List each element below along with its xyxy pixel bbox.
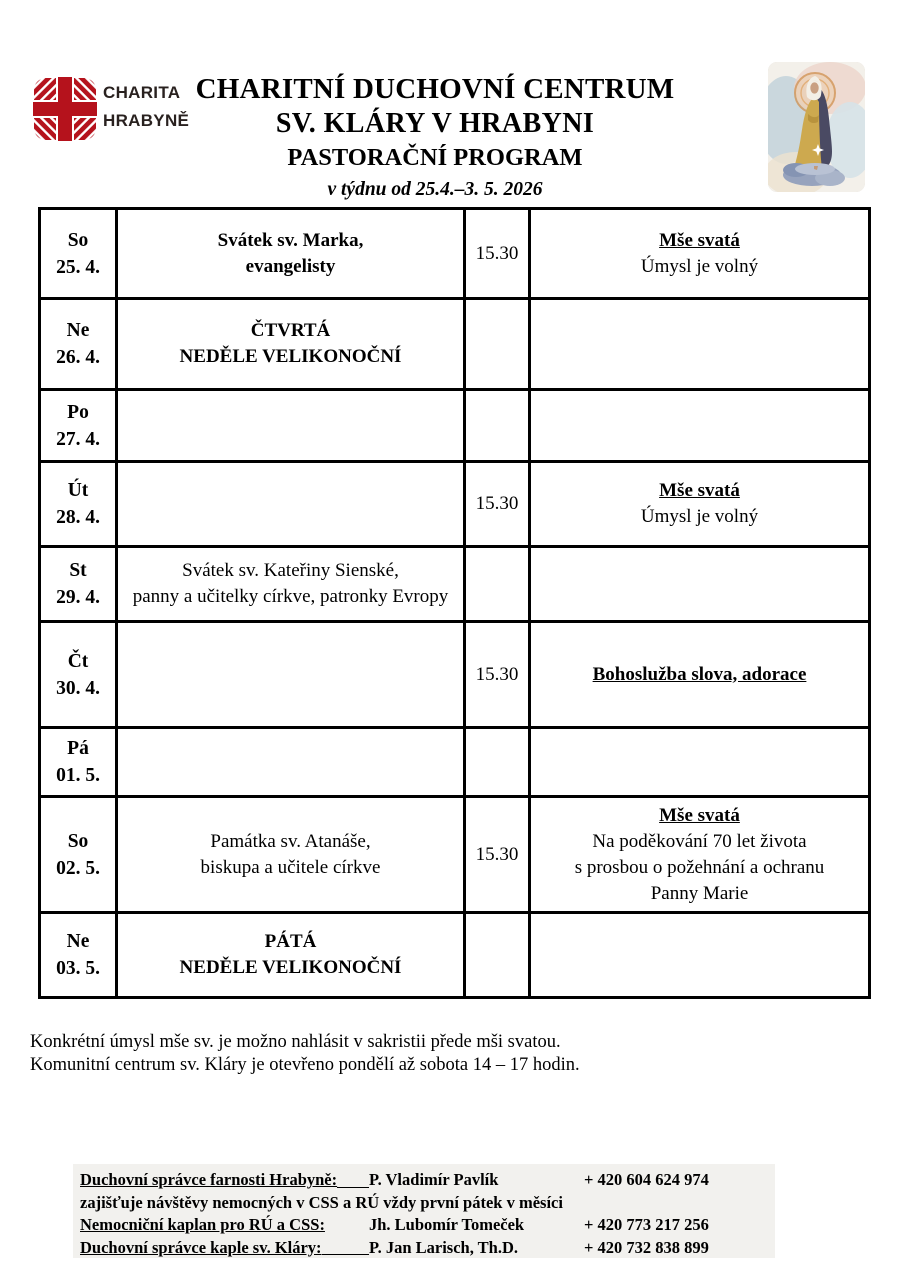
day-label: Pá [67,738,89,759]
day-label: So [67,229,89,251]
contact-name: P. Jan Larisch, Th.D. [369,1237,518,1257]
feast-cell [117,209,465,299]
service-title: Mše svatá [659,229,740,251]
feast-cell [117,797,465,913]
feast-line: ČTVRTÁ [250,320,331,341]
feast-cell [117,913,465,998]
day-label: Út [67,480,89,501]
date-label: 25. 4. [56,256,100,278]
day-cell [40,390,117,462]
feast-line: Svátek sv. Marka, [217,229,364,251]
service-line: Úmysl je volný [640,255,759,277]
title-line-3: PASTORAČNÍ PROGRAM [287,144,583,171]
time-cell: 15.30 [465,462,530,547]
feast-line: PÁTÁ [264,931,317,952]
time-cell: 15.30 [465,797,530,913]
contact-name: Jh. Lubomír Tomeček [369,1215,525,1234]
service-title: Mše svatá [659,480,740,501]
contact-row [80,1192,775,1215]
saint-clare-image [768,62,865,192]
service-cell [530,728,870,797]
time-cell [465,299,530,390]
table-row [40,797,870,913]
contact-label-wrap [80,1237,369,1260]
date-label: 28. 4. [56,507,100,528]
table-row [40,622,870,728]
page-title [150,72,720,205]
contact-phone: + 420 604 624 974 [584,1170,709,1189]
week-range: v týdnu od 25.4.–3. 5. 2026 [327,179,543,200]
contact-note: zajišťuje návštěvy nemocných v CSS a RÚ vždy první pátek v měsíci [80,1192,563,1212]
date-label: 01. 5. [56,765,100,786]
footnote-line: Konkrétní úmysl mše sv. je možno nahlásit v sakristii přede mši svatou. [30,1032,561,1052]
table-row [40,728,870,797]
contact-label-wrap [80,1169,369,1192]
date-label: 29. 4. [56,587,100,608]
day-label: Po [67,401,89,423]
feast-cell [117,622,465,728]
service-title: Mše svatá [659,804,740,826]
day-cell [40,728,117,797]
feast-line: Svátek sv. Kateřiny Sienské, [182,560,399,581]
date-label: 27. 4. [56,428,100,450]
contacts-block [73,1164,775,1258]
caritas-cross-icon [33,77,97,141]
title-line-2: SV. KLÁRY V HRABYNI [275,108,595,139]
service-cell [530,913,870,998]
service-line: Na poděkování 70 let života [592,830,807,852]
feast-cell [117,390,465,462]
day-label: St [69,560,87,581]
feast-cell [117,547,465,622]
contact-row [80,1214,775,1237]
contact-row [80,1237,775,1260]
footnote-line: Komunitní centrum sv. Kláry je otevřeno pondělí až sobota 14 – 17 hodin. [30,1055,580,1075]
contact-label: Duchovní správce kaple sv. Kláry: [80,1237,322,1257]
contact-phone: + 420 773 217 256 [584,1215,709,1234]
contact-row [80,1169,775,1192]
feast-cell [117,462,465,547]
feast-line: panny a učitelky církve, patronky Evropy [132,586,449,607]
contact-label-wrap [80,1214,369,1237]
service-cell [530,547,870,622]
day-label: Ne [66,320,90,341]
day-cell [40,797,117,913]
contact-label: Nemocniční kaplan pro RÚ a CSS: [80,1215,325,1234]
day-label: Čt [67,650,89,672]
date-label: 30. 4. [56,677,100,699]
logo-text-line1: CHARITA [103,83,181,102]
service-cell [530,797,870,913]
title-line-1: CHARITNÍ DUCHOVNÍ CENTRUM [195,73,675,105]
table-row [40,299,870,390]
service-cell [530,209,870,299]
time-cell: 15.30 [465,209,530,299]
service-cell [530,390,870,462]
table-row [40,913,870,998]
day-cell [40,299,117,390]
time-cell [465,913,530,998]
day-label: So [67,830,89,852]
table-row [40,390,870,462]
date-label: 02. 5. [56,857,100,879]
service-cell [530,462,870,547]
feast-line: biskupa a učitele církve [200,856,381,878]
feast-line: evangelisty [245,255,336,277]
service-line: Panny Marie [650,882,749,904]
table-row [40,547,870,622]
service-cell [530,299,870,390]
table-row [40,462,870,547]
date-label: 26. 4. [56,347,100,368]
contact-label: Duchovní správce farnosti Hrabyně: [80,1170,338,1189]
feast-line: Památka sv. Atanáše, [210,830,371,852]
service-line: s prosbou o požehnání a ochranu [574,856,825,878]
footnotes [30,1031,580,1077]
underline-filler [337,1169,369,1192]
feast-line: NEDĚLE VELIKONOČNÍ [179,346,402,367]
schedule-table [38,207,871,999]
time-cell [465,547,530,622]
time-cell: 15.30 [465,622,530,728]
day-cell [40,913,117,998]
logo-text-line2: HRABYNĚ [103,111,190,130]
day-cell [40,209,117,299]
date-label: 03. 5. [56,958,100,979]
contact-name: P. Vladimír Pavlík [369,1170,499,1189]
feast-cell [117,728,465,797]
day-label: Ne [66,931,90,952]
service-line: Úmysl je volný [640,506,759,527]
day-cell [40,622,117,728]
time-cell [465,390,530,462]
day-cell [40,547,117,622]
service-cell [530,622,870,728]
feast-line: NEDĚLE VELIKONOČNÍ [179,957,402,978]
service-title: Bohoslužba slova, adorace [592,663,807,685]
contact-phone: + 420 732 838 899 [584,1237,709,1257]
table-row [40,209,870,299]
feast-cell [117,299,465,390]
underline-filler [322,1237,369,1260]
day-cell [40,462,117,547]
time-cell [465,728,530,797]
